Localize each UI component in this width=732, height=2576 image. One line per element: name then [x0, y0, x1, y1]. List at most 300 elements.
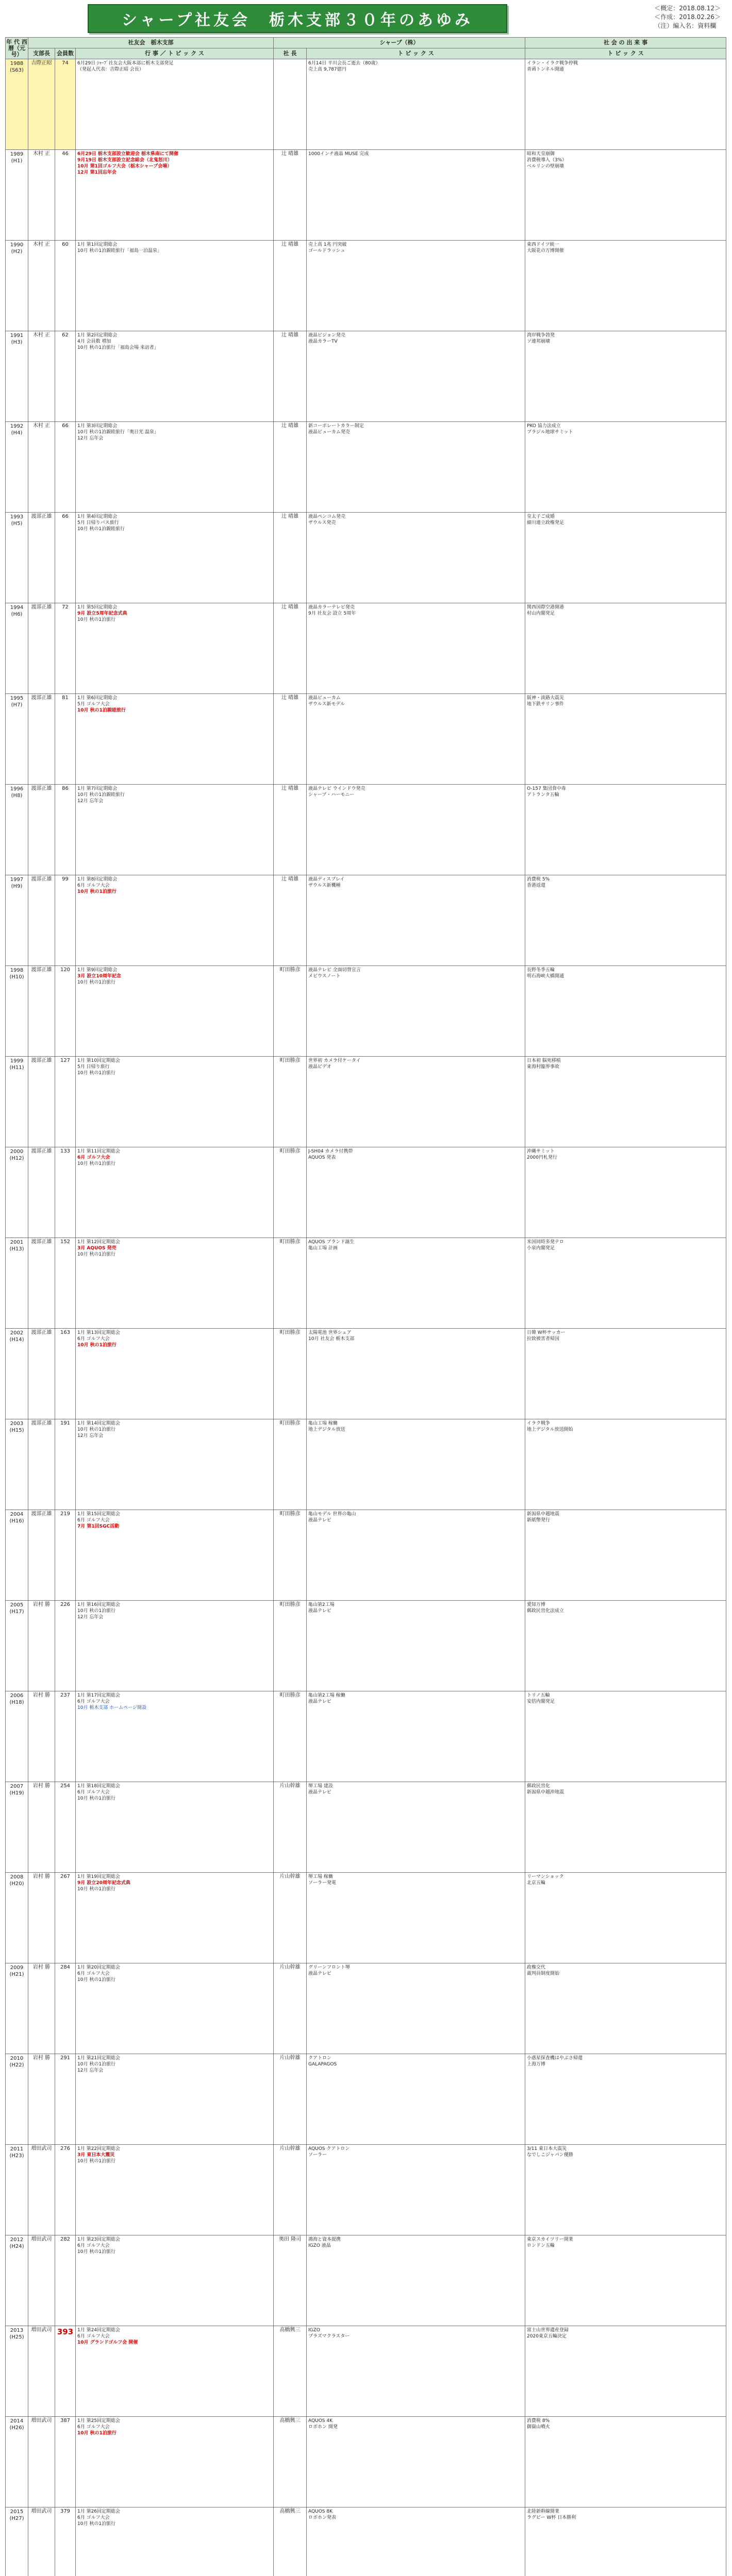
branch-head-cell: 木村 正	[28, 422, 55, 513]
president-cell: 奥田 隆司	[274, 2235, 307, 2326]
world-topic-line: 昭和天皇崩御	[527, 151, 555, 157]
branch-head-cell: 渡部正雄	[28, 694, 55, 785]
event-line: 10月 秋の1泊旅行	[77, 1252, 116, 1257]
events-cell	[76, 59, 274, 150]
member-count-cell: 99	[55, 875, 76, 966]
table-row	[6, 1419, 726, 1510]
branch-head-cell: 岩村 勝	[28, 1963, 55, 2054]
member-count-cell: 46	[55, 150, 76, 241]
year-value: 2001	[10, 1240, 24, 1245]
year-value: 1997	[10, 877, 24, 883]
event-line: 10月 グランドゴルフ会 開催	[77, 2340, 138, 2345]
world-topic-line: 村山内閣発足	[527, 611, 555, 616]
events-cell	[76, 694, 274, 785]
table-row	[6, 1782, 726, 1873]
world-topic-line: 小泉内閣発足	[527, 1246, 555, 1251]
table-row	[6, 2326, 726, 2417]
sharp-topic-line: 亀山第2工場 稼働	[308, 1693, 345, 1698]
world-topics-cell	[525, 875, 726, 966]
event-line: 9月19日 栃木支部設立記念総会（北鬼怒川）	[77, 158, 172, 163]
member-count-cell: 66	[55, 513, 76, 603]
world-topics-cell	[525, 1782, 726, 1873]
year-cell	[6, 2145, 28, 2235]
member-count-cell	[55, 2326, 76, 2417]
world-topics-cell	[525, 1147, 726, 1238]
president-cell: 町田勝彦	[274, 1238, 307, 1329]
world-topic-line: 3/11 東日本大震災	[527, 2146, 567, 2151]
event-line: 10月 秋の1泊旅行	[77, 1887, 116, 1892]
world-topic-line: 皇太子ご成婚	[527, 514, 555, 519]
world-topic-line: 御嶽山噴火	[527, 2425, 551, 2430]
sharp-topic-line: ソーラー	[308, 2153, 327, 2158]
events-cell	[76, 1238, 274, 1329]
year-value: 2002	[10, 1330, 24, 1336]
member-count-cell: 387	[55, 2417, 76, 2507]
event-line: 1月 第25回定期総会	[77, 2418, 121, 2424]
era-value: (H4)	[11, 430, 23, 436]
sharp-topic-line: ザウルス新モデル	[308, 702, 345, 707]
year-cell	[6, 2054, 28, 2145]
member-count-cell: 291	[55, 2054, 76, 2145]
sharp-topic-line: ロボホン発表	[308, 2515, 337, 2520]
events-cell	[76, 966, 274, 1057]
sharp-topics-cell	[307, 603, 525, 694]
event-line: 1月 第16回定期総会	[77, 1602, 121, 1607]
president-cell	[274, 59, 307, 150]
event-line: 1月 第24回定期総会	[77, 2328, 121, 2333]
sharp-topic-line: 6月14日 平川会長ご逝去（80歳）	[308, 61, 380, 66]
year-cell	[6, 1601, 28, 1691]
year-cell	[6, 1057, 28, 1147]
era-value: (H27)	[9, 2516, 24, 2521]
era-value: (H14)	[9, 1337, 24, 1343]
world-topics-cell	[525, 694, 726, 785]
sharp-topic-line: 液晶テレビ	[308, 1790, 331, 1795]
sharp-topic-line: 液晶ペンコム発売	[308, 514, 346, 519]
sharp-topics-cell	[307, 1963, 525, 2054]
member-count-cell: 254	[55, 1782, 76, 1873]
event-line: 1月 第12回定期総会	[77, 1240, 121, 1245]
world-topics-cell	[525, 785, 726, 875]
world-topic-line: O-157 集団食中毒	[527, 786, 566, 791]
event-line: 6月 ゴルフ大会	[77, 1518, 110, 1523]
sharp-topic-line: 液晶ビデオ	[308, 1064, 331, 1070]
sharp-topic-line: AQUOS クアトロン	[308, 2146, 350, 2151]
event-line: 4月 会員数 増加	[77, 339, 111, 344]
year-cell	[6, 59, 28, 150]
president-cell: 町田勝彦	[274, 966, 307, 1057]
president-cell: 高橋興三	[274, 2417, 307, 2507]
event-line: 6月29日 栃木支部設立歓迎会 栃木県南にて開催	[77, 151, 179, 157]
member-count-cell: 191	[55, 1419, 76, 1510]
world-topics-cell	[525, 150, 726, 241]
event-line: 10月 秋の1泊旅行	[77, 617, 116, 622]
sharp-topic-line: 液晶テレビ	[308, 1608, 331, 1614]
era-value: (H25)	[9, 2334, 24, 2340]
sharp-topic-line: 液晶テレビ	[308, 1699, 331, 1704]
sharp-topics-cell	[307, 2417, 525, 2507]
event-line: 6月 ゴルフ大会	[77, 883, 110, 888]
member-count-cell: 74	[55, 59, 76, 150]
era-value: (H18)	[9, 1700, 24, 1705]
sharp-topics-cell	[307, 2326, 525, 2417]
table-row	[6, 513, 726, 603]
page-title: シャープ社友会 栃木支部３０年のあゆみ	[88, 4, 507, 33]
sharp-topics-cell	[307, 241, 525, 331]
table-row	[6, 241, 726, 331]
year-cell	[6, 2417, 28, 2507]
era-value: (H8)	[11, 793, 23, 799]
sharp-topics-cell	[307, 1329, 525, 1419]
table-row	[6, 2507, 726, 2576]
sharp-topic-line: ソーラー発電	[308, 1880, 337, 1886]
world-topic-line: 安倍内閣発足	[527, 1699, 555, 1704]
president-cell: 町田勝彦	[274, 1057, 307, 1147]
events-cell	[76, 2054, 274, 2145]
world-topic-line: 細川連立政権発足	[527, 520, 564, 526]
event-line: 6月 ゴルフ大会	[77, 2515, 110, 2520]
branch-head-cell: 木村 正	[28, 150, 55, 241]
events-cell	[76, 513, 274, 603]
sharp-topic-line: 売上高 1兆 円突破	[308, 242, 347, 247]
member-count-cell: 120	[55, 966, 76, 1057]
year-cell	[6, 785, 28, 875]
events-cell	[76, 331, 274, 422]
era-value: (H5)	[11, 521, 23, 527]
event-line: 1月 第20回定期総会	[77, 1965, 121, 1970]
header-president: 社 長	[274, 48, 307, 59]
world-topic-line: 北京五輪	[527, 1880, 546, 1886]
president-cell: 辻 晴雄	[274, 331, 307, 422]
world-topic-line: 消費税 8%	[527, 2418, 550, 2424]
world-topics-cell	[525, 2507, 726, 2576]
sharp-topics-cell	[307, 59, 525, 150]
event-line: 5月 ゴルフ大会	[77, 702, 110, 707]
branch-head-cell: 増田武司	[28, 2507, 55, 2576]
branch-head-cell: 渡部正雄	[28, 1057, 55, 1147]
event-line: 1月 第21回定期総会	[77, 2056, 121, 2061]
sharp-topics-cell	[307, 1873, 525, 1963]
sharp-topic-line: 液晶ディスプレイ	[308, 877, 345, 882]
revision-meta	[654, 4, 721, 30]
world-topics-cell	[525, 2417, 726, 2507]
table-row	[6, 1329, 726, 1419]
sharp-topic-line: 1000インチ液晶 MUSE 完成	[308, 151, 369, 157]
era-value: (H22)	[9, 2062, 24, 2068]
branch-head-cell: 渡部正雄	[28, 785, 55, 875]
table-row	[6, 1691, 726, 1782]
world-topics-cell	[525, 1238, 726, 1329]
event-line: 1月 第15回定期総会	[77, 1512, 121, 1517]
sharp-topic-line: 太陽電池 世界シェア	[308, 1330, 352, 1335]
events-cell	[76, 1601, 274, 1691]
era-value: (H24)	[9, 2244, 24, 2249]
member-count-cell: 86	[55, 785, 76, 875]
event-line: 1月 第9回定期総会	[77, 968, 118, 973]
event-line: 10月 秋の1泊旅行	[77, 2249, 116, 2255]
branch-head-cell: 渡部正雄	[28, 875, 55, 966]
events-cell	[76, 2507, 274, 2576]
president-cell: 町田勝彦	[274, 1419, 307, 1510]
event-line: 10月 秋の1泊旅行	[77, 2159, 116, 2164]
world-topic-line: 2000円札発行	[527, 1155, 557, 1160]
world-topic-line: アトランタ五輪	[527, 792, 559, 798]
world-topics-cell	[525, 2326, 726, 2417]
era-value: (H6)	[11, 612, 23, 617]
world-topic-line: 拉致被害者帰国	[527, 1336, 560, 1342]
world-topics-cell	[525, 966, 726, 1057]
event-line: 10月 秋の1泊親睦旅行「奥日光 温泉」	[77, 430, 159, 435]
header-branch: 支部長	[28, 48, 55, 59]
sharp-topic-line: ロボホン 開発	[308, 2425, 338, 2430]
era-value: (H13)	[9, 1246, 24, 1252]
era-value: (H15)	[9, 1428, 24, 1433]
era-value: (H11)	[9, 1065, 24, 1071]
sharp-topic-line: 液晶テレビ	[308, 1971, 331, 1976]
events-cell	[76, 1510, 274, 1601]
event-line: 1月 第13回定期総会	[77, 1330, 121, 1335]
header-world-topics: ト ピ ッ ク ス	[525, 48, 726, 59]
sharp-topics-cell	[307, 1057, 525, 1147]
sharp-topics-cell	[307, 150, 525, 241]
sharp-topic-line: ゴールドラッシュ	[308, 248, 345, 253]
event-line: 10月 秋の1泊旅行	[77, 1608, 116, 1614]
table-row	[6, 966, 726, 1057]
world-topics-cell	[525, 1057, 726, 1147]
world-topics-cell	[525, 1963, 726, 2054]
world-topic-line: 米国同時多発テロ	[527, 1240, 564, 1245]
sharp-topics-cell	[307, 2235, 525, 2326]
sharp-topic-line: 新コーポレートカラー制定	[308, 423, 364, 429]
sharp-topic-line: 亀山工場 計画	[308, 1246, 338, 1251]
world-topic-line: ブラジル地球サミット	[527, 430, 573, 435]
branch-head-cell: 岩村 勝	[28, 1601, 55, 1691]
world-topic-line: イラク戦争	[527, 1421, 551, 1426]
table-row	[6, 2235, 726, 2326]
world-topic-line: 新潟県中越沖地震	[527, 1790, 564, 1795]
member-count-cell: 237	[55, 1691, 76, 1782]
event-line: 1月 第22回定期総会	[77, 2146, 121, 2151]
event-line: 10月 秋の1泊親睦旅行	[77, 708, 126, 713]
era-value: (S63)	[10, 67, 24, 73]
world-topic-line: 日韓 W杯サッカー	[527, 1330, 565, 1335]
era-value: (H3)	[11, 340, 23, 345]
table-row	[6, 1238, 726, 1329]
sharp-topic-line: 地上デジタル放送	[308, 1427, 345, 1432]
events-cell	[76, 1691, 274, 1782]
branch-head-cell: 増田武司	[28, 2417, 55, 2507]
era-value: (H10)	[9, 974, 24, 980]
year-cell	[6, 1873, 28, 1963]
member-count-cell: 72	[55, 603, 76, 694]
world-topic-line: トリノ五輪	[527, 1693, 550, 1698]
world-topics-cell	[525, 603, 726, 694]
branch-head-cell: 岩村 勝	[28, 1782, 55, 1873]
president-cell: 片山幹雄	[274, 1963, 307, 2054]
sharp-topic-line: 液晶テレビ ウインドウ発売	[308, 786, 365, 791]
header-group-sharp: シャープ（株）	[274, 38, 525, 48]
year-cell	[6, 694, 28, 785]
header-group-branch: 社友会 栃木支部	[28, 38, 274, 48]
event-line: 1月 第3回定期総会	[77, 423, 118, 429]
sharp-topic-line: 液晶ビジョン発売	[308, 333, 345, 338]
event-line: 6月29日 ｼｬｰﾌﾟ社友会大阪本部に栃木支部発足	[77, 61, 174, 66]
president-cell: 辻 晴雄	[274, 150, 307, 241]
event-line: 1月 第8回定期総会	[77, 877, 118, 882]
world-topic-line: ベルリンの壁崩壊	[527, 164, 564, 169]
president-cell: 辻 晴雄	[274, 603, 307, 694]
year-cell	[6, 1238, 28, 1329]
world-topic-line: ラグビー W杯 日本勝利	[527, 2515, 576, 2520]
sharp-topic-line: 10月 社友会 栃木支部	[308, 1336, 355, 1342]
sharp-topic-line: 液晶ビューカム	[308, 696, 341, 701]
member-count-cell: 127	[55, 1057, 76, 1147]
era-value: (H17)	[9, 1609, 24, 1615]
events-cell	[76, 2326, 274, 2417]
event-line: 12月 忘年会	[77, 799, 104, 804]
history-table	[5, 37, 726, 2576]
event-line: 6月 ゴルフ大会	[77, 1699, 110, 1704]
sharp-topic-line: ザウルス発売	[308, 520, 336, 526]
events-cell	[76, 1419, 274, 1510]
president-cell: 片山幹雄	[274, 1873, 307, 1963]
year-cell	[6, 150, 28, 241]
year-cell	[6, 1782, 28, 1873]
world-topic-line: 阪神・淡路大震災	[527, 696, 564, 701]
sharp-topic-line: IGZO 液晶	[308, 2243, 331, 2248]
era-value: (H7)	[11, 702, 23, 708]
world-topic-line: 東京スカイツリー開業	[527, 2237, 573, 2242]
event-line: 9月 設立20周年記念式典	[77, 1880, 130, 1886]
year-cell	[6, 1963, 28, 2054]
sharp-topics-cell	[307, 1510, 525, 1601]
event-line: 10月 秋の1泊旅行	[77, 1071, 116, 1076]
sharp-topic-line: 液晶テレビ 全面切替宣言	[308, 968, 361, 973]
world-topic-line: 消費税 5%	[527, 877, 550, 882]
world-topic-line: 郵政民営化法成立	[527, 1608, 564, 1614]
event-line: 10月 秋の1泊旅行	[77, 1343, 117, 1348]
president-cell: 辻 晴雄	[274, 422, 307, 513]
event-line: 1月 第6回定期総会	[77, 696, 118, 701]
sharp-topic-line: 液晶ビューカム発売	[308, 430, 350, 435]
event-line: 3月 AQUOS 発売	[77, 1246, 117, 1251]
sharp-topic-line: 売上高 9,787億円	[308, 67, 346, 72]
event-line: 10月 秋の1泊旅行	[77, 2431, 117, 2436]
sharp-topic-line: 液晶テレビ	[308, 1518, 331, 1523]
world-topic-line: 北陸新幹線開業	[527, 2509, 560, 2514]
events-cell	[76, 1057, 274, 1147]
world-topics-cell	[525, 1873, 726, 1963]
event-line: 1月 第10回定期総会	[77, 1058, 121, 1063]
table-row	[6, 1601, 726, 1691]
event-line: 1月 第19回定期総会	[77, 1874, 121, 1879]
year-value: 2012	[10, 2237, 24, 2243]
events-cell	[76, 2145, 274, 2235]
event-line: 1月 第5回定期総会	[77, 605, 118, 610]
sharp-topics-cell	[307, 875, 525, 966]
year-cell	[6, 1329, 28, 1419]
world-topic-line: 富士山世界遺産登録	[527, 2328, 569, 2333]
era-value: (H19)	[9, 1790, 24, 1796]
year-value: 2011	[10, 2146, 24, 2152]
world-topics-cell	[525, 241, 726, 331]
sharp-topic-line: AQUOS 8K	[308, 2509, 332, 2514]
president-cell: 片山幹雄	[274, 2145, 307, 2235]
member-count-cell: 163	[55, 1329, 76, 1419]
year-cell	[6, 241, 28, 331]
branch-head-cell: 渡部正雄	[28, 1147, 55, 1238]
president-cell: 町田勝彦	[274, 1691, 307, 1782]
president-cell: 町田勝彦	[274, 1147, 307, 1238]
sharp-topics-cell	[307, 966, 525, 1057]
year-value: 2015	[10, 2509, 24, 2515]
sharp-topics-cell	[307, 331, 525, 422]
event-line: 10月 秋の1泊親睦旅行「福島一泊温泉」	[77, 248, 162, 253]
world-topic-line: 小惑星探査機はやぶさ帰還	[527, 2056, 583, 2061]
events-cell	[76, 2235, 274, 2326]
events-cell	[76, 1329, 274, 1419]
year-value: 2005	[10, 1602, 24, 1608]
table-row	[6, 1963, 726, 2054]
header-members: 会員数	[55, 48, 76, 59]
event-line: 12月 忘年会	[77, 1433, 104, 1438]
world-topic-line: 明石海峡大橋開通	[527, 974, 564, 979]
year-value: 2013	[10, 2328, 24, 2333]
branch-head-cell: 渡部正雄	[28, 1238, 55, 1329]
member-count-cell: 282	[55, 2235, 76, 2326]
branch-head-cell: 渡部正雄	[28, 1329, 55, 1419]
year-cell	[6, 2235, 28, 2326]
world-topic-line: 上海万博	[527, 2062, 546, 2067]
year-cell	[6, 513, 28, 603]
event-line: 10月 秋の1泊旅行	[77, 1977, 116, 1982]
sharp-topic-line: 亀山第2工場	[308, 1602, 335, 1607]
world-topics-cell	[525, 2145, 726, 2235]
event-line: 12月 忘年会	[77, 1615, 104, 1620]
branch-head-cell: 増田武司	[28, 2235, 55, 2326]
year-value: 1995	[10, 696, 24, 701]
member-count-cell: 276	[55, 2145, 76, 2235]
events-cell	[76, 603, 274, 694]
sharp-topic-line: AQUOS 発表	[308, 1155, 336, 1160]
year-value: 1989	[10, 151, 24, 157]
world-topics-cell	[525, 2235, 726, 2326]
era-value: (H12)	[9, 1156, 24, 1161]
year-value: 2004	[10, 1512, 24, 1517]
world-topics-cell	[525, 2054, 726, 2145]
world-topics-cell	[525, 1419, 726, 1510]
world-topic-line: PKO 協力法成立	[527, 423, 561, 429]
sharp-topics-cell	[307, 422, 525, 513]
sharp-topics-cell	[307, 2507, 525, 2576]
world-topic-line: 新紙幣発行	[527, 1518, 551, 1523]
sharp-topics-cell	[307, 2054, 525, 2145]
president-cell: 辻 晴雄	[274, 875, 307, 966]
meta-line: ＜概定：2018.08.12＞	[654, 5, 721, 12]
year-cell	[6, 1691, 28, 1782]
sharp-topic-line: メビウスノート	[308, 974, 341, 979]
event-line: 6月 ゴルフ大会	[77, 2334, 110, 2339]
era-value: (H20)	[9, 1881, 24, 1887]
events-cell	[76, 422, 274, 513]
event-line: 1月 第11回定期総会	[77, 1149, 121, 1154]
sharp-topic-line: 堺工場 稼働	[308, 1874, 333, 1879]
member-count-cell: 66	[55, 422, 76, 513]
year-value: 1996	[10, 786, 24, 792]
branch-head-cell: 増田武司	[28, 2326, 55, 2417]
table-row	[6, 59, 726, 150]
sharp-topic-line: 鴻海と資本提携	[308, 2237, 341, 2242]
